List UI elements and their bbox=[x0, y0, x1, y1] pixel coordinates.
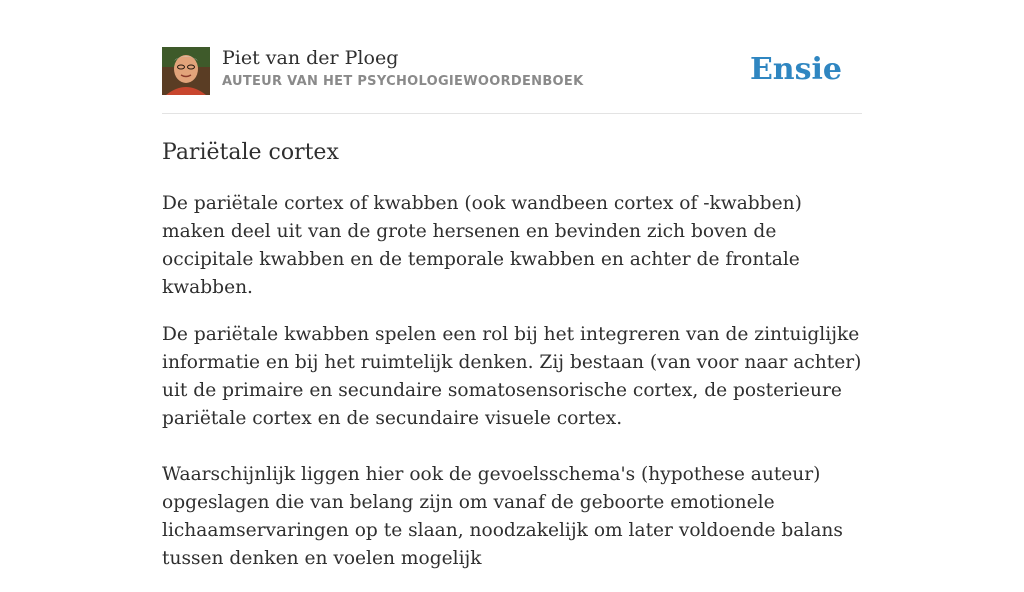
header-divider bbox=[162, 113, 862, 114]
author-role: AUTEUR VAN HET PSYCHOLOGIEWOORDENBOEK bbox=[222, 74, 584, 89]
article-paragraph: De pariëtale cortex of kwabben (ook wandbeen cortex of -kwabben) maken deel uit van de grote hersenen en bevinden zich boven de occipitale kwabben en de temporale kwabben en achter de frontale kwabben. bbox=[162, 193, 802, 298]
author-name[interactable]: Piet van der Ploeg bbox=[222, 47, 399, 69]
ensie-logo[interactable]: Ensie bbox=[749, 52, 842, 87]
article-paragraph: De pariëtale kwabben spelen een rol bij het integreren van de zintuiglijke informatie en bij het ruimtelijk denken. Zij bestaan (van voor naar achter) uit de primaire en secundaire somatosensorische cortex, de posterieure pariëtale cortex en de secundaire visuele cortex. Waarschijnlijk liggen hier ook de gevoelsschema's (hypothese auteur) opgeslagen die van belang zijn om vanaf de geboorte emotionele lichaamservaringen op te slaan, noodzakelijk om later voldoende balans tussen denken en voelen mogelijk bbox=[162, 324, 862, 569]
article-title: Pariëtale cortex bbox=[162, 140, 339, 165]
author-header bbox=[162, 46, 862, 96]
avatar[interactable] bbox=[162, 47, 210, 95]
article-body bbox=[162, 190, 868, 592]
avatar-photo bbox=[162, 47, 210, 95]
